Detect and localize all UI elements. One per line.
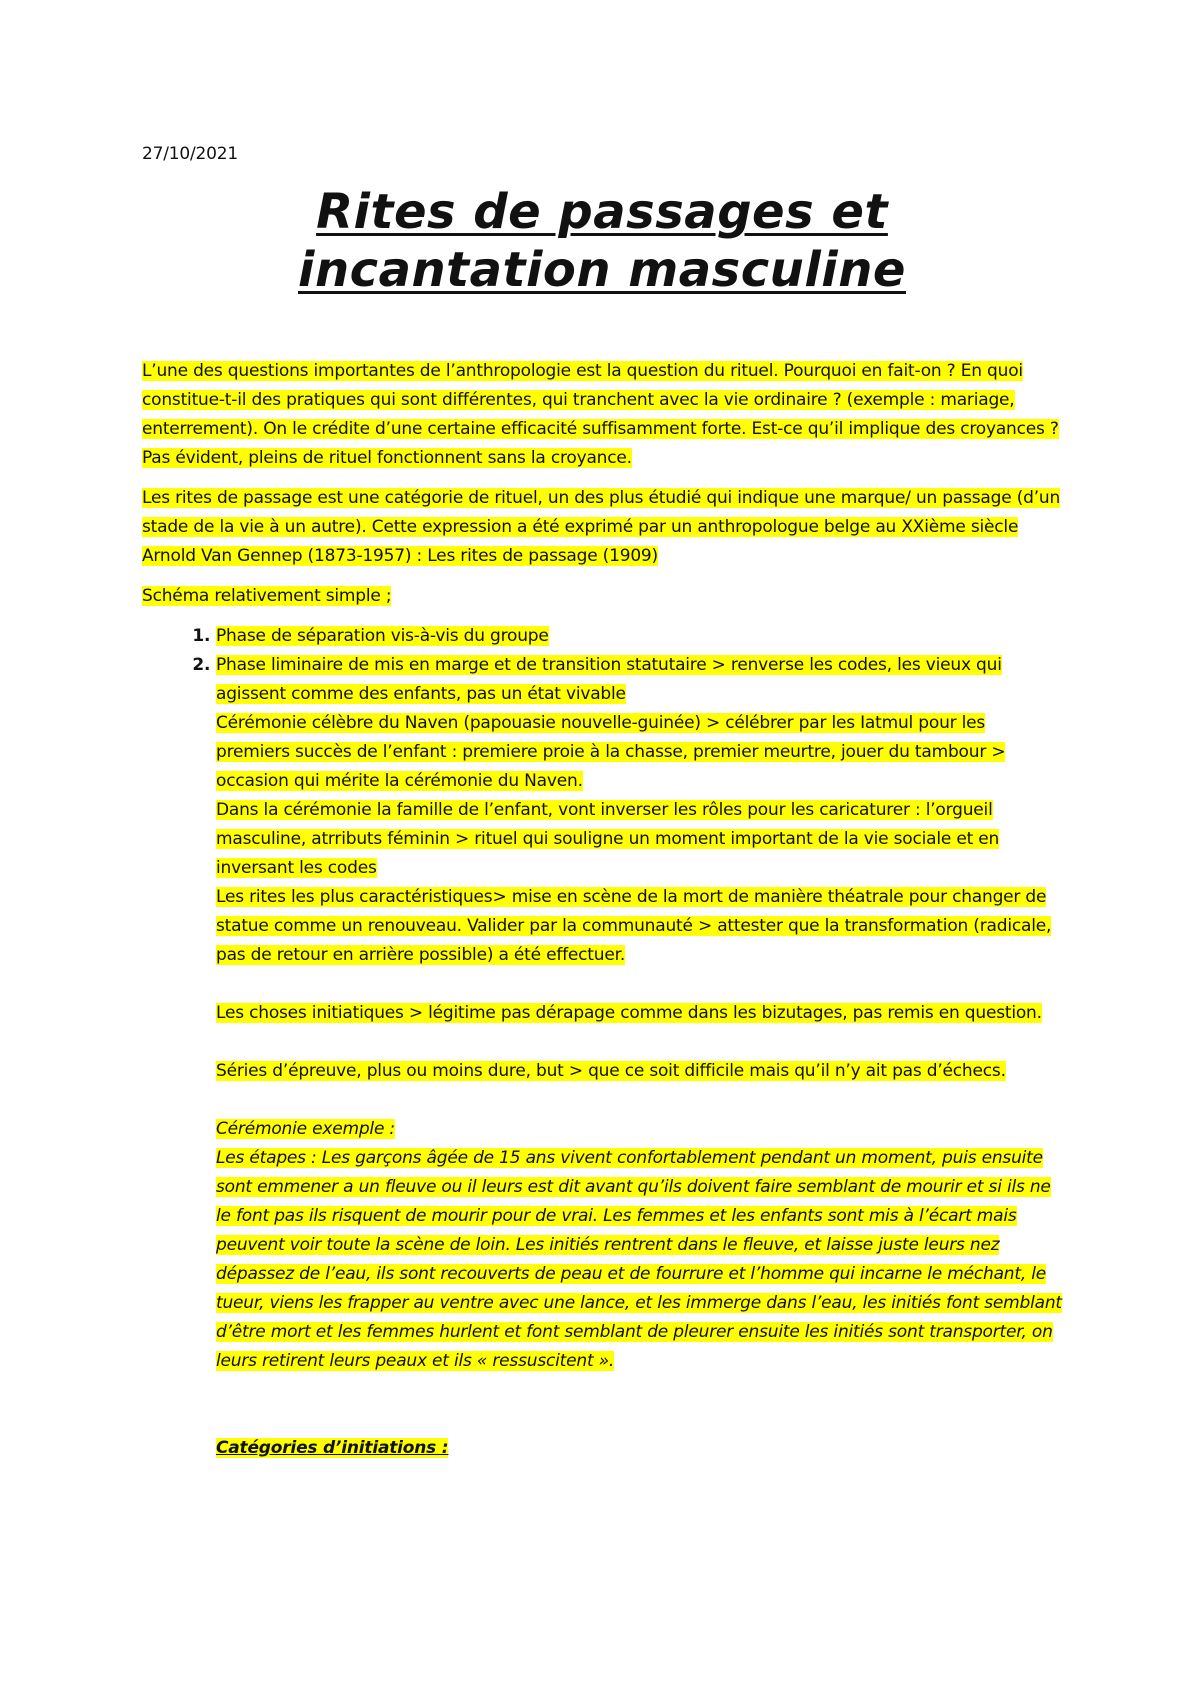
rites-char-text: Les rites les plus caractéristiques> mise en scène de la mort de manière théatrale pour changer de statue comme un renouveau. Valider par la communauté > attester que la transformation (radicale, pas de retour en arrière possible) a été effectuer. bbox=[216, 887, 1052, 965]
phase-item-2 bbox=[216, 651, 1062, 1086]
document-title bbox=[142, 183, 1062, 299]
intro-paragraph bbox=[142, 357, 1062, 473]
trials-text: Séries d’épreuve, plus ou moins dure, but > que ce soit difficile mais qu’il n’y ait pas d’échecs. bbox=[216, 1061, 1006, 1081]
rites-paragraph bbox=[142, 484, 1062, 571]
categories-heading-text: Catégories d’initiations : bbox=[216, 1438, 449, 1458]
categories-heading bbox=[142, 1434, 1062, 1463]
schema-label bbox=[142, 582, 1062, 611]
phase-1-text: Phase de séparation vis-à-vis du groupe bbox=[216, 626, 549, 646]
document-date: 27/10/2021 bbox=[142, 144, 238, 164]
naven-text: Cérémonie célèbre du Naven (papouasie nouvelle-guinée) > célébrer par les Iatmul pour les premiers succès de l’enfant : premiere proie à la chasse, premier meurtre, jouer du tambour > occasion qui mérite la cérémonie du Naven. bbox=[216, 713, 1006, 791]
title-line-1: Rites de passages et bbox=[316, 184, 888, 240]
ceremony-heading bbox=[142, 1115, 1062, 1144]
ceremony-heading-text: Cérémonie exemple : bbox=[216, 1119, 395, 1139]
intro-text: L’une des questions importantes de l’anthropologie est la question du rituel. Pourquoi en fait-on ? En quoi constitue-t-il des pratiques qui sont différentes, qui tranchent avec la vie ordinaire ? (exemple : mariage, enterrement). On le crédite d’une certaine efficacité suffisamment forte. Est-ce qu’il implique des croyances ? Pas évident, pleins de rituel fonctionnent sans la croyance. bbox=[142, 361, 1059, 468]
ceremony-text: Les étapes : Les garçons âgée de 15 ans vivent confortablement pendant un moment, puis ensuite sont emmener a un fleuve ou il leurs est dit avant qu’ils doivent faire semblant de mourir et si ils ne le font pas ils risquent de mourir pour de vrai. Les femmes et les enfants sont mis à l’écart mais peuvent voir toute la scène de loin. Les initiés rentrent dans le fleuve, et laisse juste leurs nez dépassez de l’eau, ils sont recouverts de peau et de fourrure et l’homme qui incarne le méchant, le tueur, viens les frapper au ventre avec une lance, et les immerge dans l’eau, les initiés font semblant d’être mort et les femmes hurlent et font semblant de pleurer ensuite les initiés sont transporter, on leurs retirent leurs peaux et ils « ressuscitent ». bbox=[216, 1148, 1062, 1371]
phase-2-text: Phase liminaire de mis en marge et de transition statutaire > renverse les codes, les vieux qui agissent comme des enfants, pas un état vivable bbox=[216, 655, 1002, 704]
rites-text: Les rites de passage est une catégorie de rituel, un des plus étudié qui indique une marque/ un passage (d’un stade de la vie à un autre). Cette expression a été exprimé par un anthropologue belge au XXième siècle Arnold Van Gennep (1873-1957) : Les rites de passage (1909) bbox=[142, 488, 1061, 566]
document-content bbox=[142, 140, 1062, 1463]
title-line-2: incantation masculine bbox=[298, 242, 906, 298]
phase-item-1 bbox=[216, 622, 1062, 651]
phase-list bbox=[142, 622, 1062, 1086]
initiatic-text: Les choses initiatiques > légitime pas dérapage comme dans les bizutages, pas remis en question. bbox=[216, 1003, 1042, 1023]
family-text: Dans la cérémonie la famille de l’enfant, vont inverser les rôles pour les caricaturer : l’orgueil masculine, atrributs féminin > rituel qui souligne un moment important de la vie sociale et en inversant les codes bbox=[216, 800, 1000, 878]
ceremony-paragraph bbox=[142, 1144, 1062, 1376]
schema-text: Schéma relativement simple ; bbox=[142, 586, 392, 606]
